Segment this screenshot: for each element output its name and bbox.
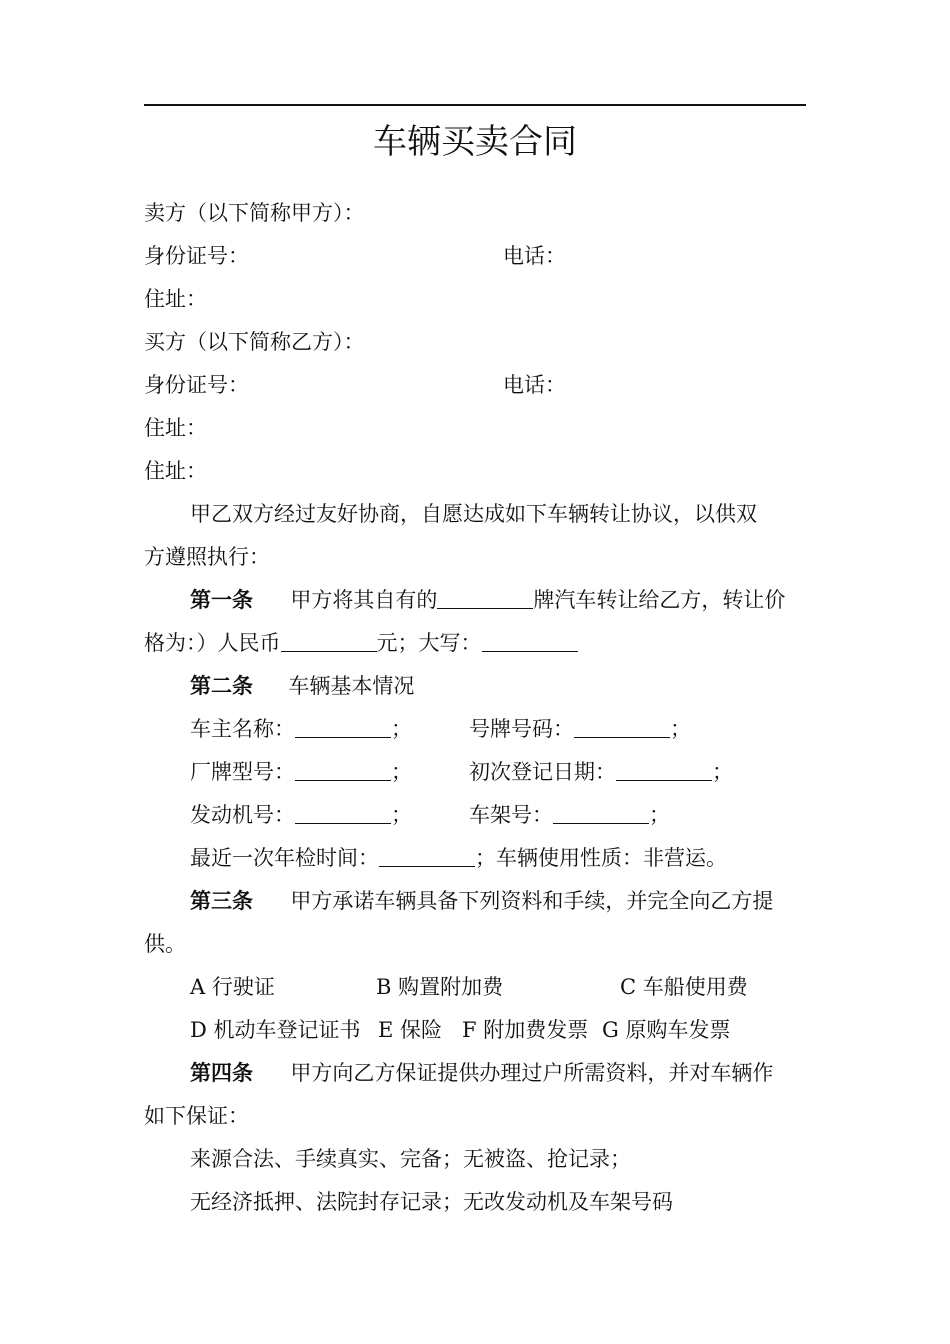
article4-text: 甲方向乙方保证提供办理过户所需资料，并对车辆作 [290,1061,774,1085]
article1-line-1 [190,585,785,615]
blank-brand [437,586,533,609]
blank-model [295,758,391,781]
item-d: D 机动车登记证书 [190,1018,361,1042]
article1-text-a: 甲方将其自有的 [290,588,438,612]
item-f: F 附加费发票 [462,1018,589,1042]
buyer-id-label: 身份证号： [144,373,249,397]
item-b: B 购置附加费 [376,975,504,999]
owner-name-label: 车主名称： [190,717,295,741]
blank-price [281,629,377,652]
article4-line-2: 如下保证： [144,1104,249,1128]
seller-address-label: 住址： [144,287,207,311]
item-c: C 车船使用费 [620,975,748,999]
plate-number-field [469,714,691,744]
article2-line-1 [190,671,414,701]
frame-label: 车架号： [469,803,553,827]
blank-reg-date [616,758,712,781]
item-g: G 原购车发票 [602,1018,731,1042]
article3-heading: 第三条 [190,888,253,913]
buyer-address-label: 住址： [144,416,207,440]
guarantee-item-2: 无经济抵押、法院封存记录；无改发动机及车架号码 [190,1190,673,1214]
seller-phone-label: 电话： [503,244,566,268]
article1-line2-a: 格为：）人民币 [144,631,281,655]
reg-date-label: 初次登记日期： [469,760,616,784]
reg-date-field [469,757,733,787]
header-rule [144,104,806,106]
inspection-line [190,843,727,873]
semicolon: ； [712,760,733,784]
article4-line-1 [190,1058,773,1088]
buyer-phone-label: 电话： [503,373,566,397]
blank-inspection [379,844,475,867]
owner-name-field [190,714,412,744]
frame-field [469,800,670,830]
article1-line-2 [144,628,578,658]
guarantee-item-1: 来源合法、手续真实、完备；无被盗、抢记录； [190,1147,631,1171]
blank-frame [553,801,649,824]
article1-heading: 第一条 [190,587,253,612]
item-e: E 保险 [378,1018,443,1042]
intro-line-2: 方遵照执行： [144,545,270,569]
article1-line2-b: 元；大写： [376,631,482,655]
semicolon: ； [391,803,412,827]
blank-owner-name [295,715,391,738]
article4-heading: 第四条 [190,1060,253,1085]
buyer-label: 买方（以下简称乙方）： [144,330,365,354]
article2-heading: 第二条 [190,673,253,698]
article1-text-b: 牌汽车转让给乙方，转让价 [533,588,786,612]
article3-line-1 [190,886,773,916]
model-field [190,757,412,787]
article3-line-2: 供。 [144,932,186,956]
semicolon: ； [391,760,412,784]
seller-label: 卖方（以下简称甲方）： [144,201,365,225]
blank-plate-number [574,715,670,738]
semicolon: ； [649,803,670,827]
inspection-label: 最近一次年检时间： [190,846,379,870]
engine-field [190,800,412,830]
seller-id-label: 身份证号： [144,244,249,268]
semicolon: ； [670,717,691,741]
article3-text: 甲方承诺车辆具备下列资料和手续，并完全向乙方提 [290,889,774,913]
usage-text: ；车辆使用性质：非营运。 [475,846,727,870]
engine-label: 发动机号： [190,803,295,827]
blank-price-words [482,629,578,652]
article2-text: 车辆基本情况 [288,674,415,698]
semicolon: ； [391,717,412,741]
intro-line-1: 甲乙双方经过友好协商，自愿达成如下车辆转让协议，以供双 [190,502,757,526]
item-a: A 行驶证 [190,975,275,999]
model-label: 厂牌型号： [190,760,295,784]
blank-engine [295,801,391,824]
buyer-address-label-2: 住址： [144,459,207,483]
plate-number-label: 号牌号码： [469,717,574,741]
document-title: 车辆买卖合同 [373,122,577,162]
